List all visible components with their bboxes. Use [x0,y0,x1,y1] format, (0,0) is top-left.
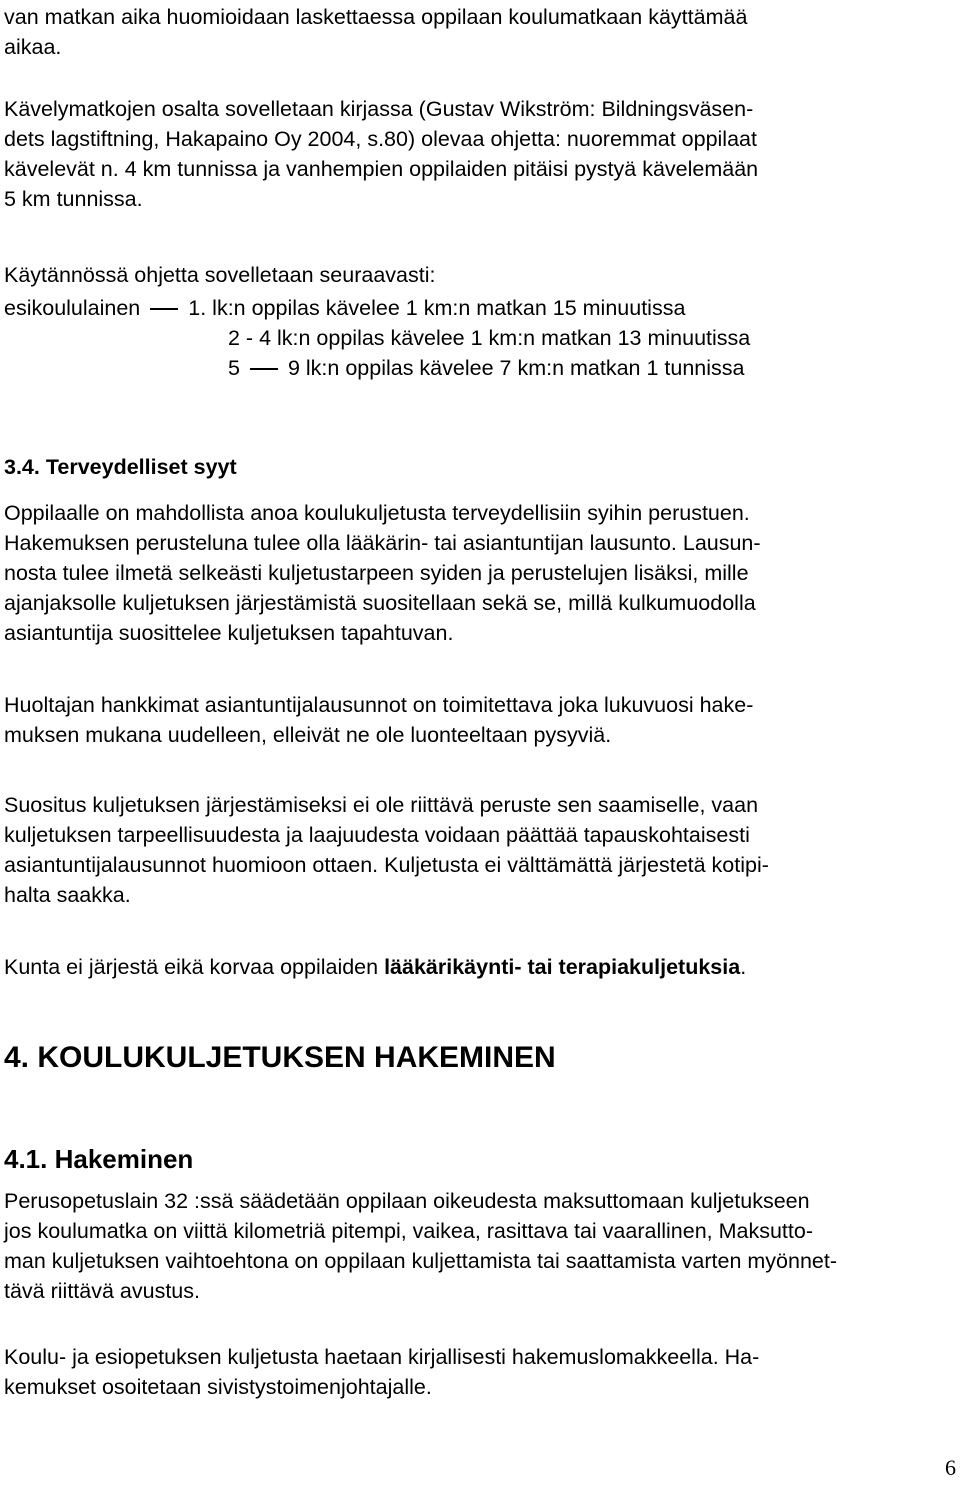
paragraph-no-medical-transport [4,952,954,982]
paragraph-health-reasons [4,498,954,648]
text-span: . [740,955,747,979]
list-text: 1. lk:n oppilas kävelee 1 km:n matkan 15 minuutissa [188,296,686,320]
text-line: 5 km tunnissa. [4,187,143,211]
page-number: 6 [945,1455,956,1480]
dash [150,308,178,310]
text-line: nosta tulee ilmetä selkeästi kuljetustarpeen syiden ja perustelujen lisäksi, mille [4,561,749,585]
text-line: Koulu- ja esiopetuksen kuljetusta haetaan kirjallisesti hakemuslomakkeella. Ha- [4,1345,760,1369]
text-line: Kävelymatkojen osalta sovelletaan kirjassa (Gustav Wikström: Bildningsväsen- [4,97,754,121]
text-line: kuljetuksen tarpeellisuudesta ja laajuudesta voidaan päättää tapauskohtaisesti [4,823,750,847]
text-line: ajanjaksolle kuljetuksen järjestämistä suositellaan sekä se, millä kulkumuodolla [4,591,756,615]
text-line: jos koulumatka on viittä kilometriä pitempi, vaikea, rasittava tai vaarallinen, Maksutto- [4,1219,813,1243]
heading-text: 3.4. Terveydelliset syyt [4,455,237,479]
text-line: Oppilaalle on mahdollista anoa koulukuljetusta terveydellisiin syihin perustuen. [4,501,750,525]
paragraph-travel-time [4,2,954,62]
text-line: Suositus kuljetuksen järjestämiseksi ei ole riittävä peruste sen saamiselle, vaan [4,793,759,817]
dash [250,368,278,370]
list-text: 2 - 4 lk:n oppilas kävelee 1 km:n matkan 13 minuutissa [228,326,751,350]
list-label: esikoululainen [4,296,141,320]
paragraph-walking-distances [4,94,954,214]
paragraph-practice [4,260,954,290]
section-heading-4 [4,1040,954,1076]
text-line: halta saakka. [4,883,131,907]
list-text: 5 [228,356,240,380]
list-item [4,293,954,323]
text-line: muksen mukana uudelleen, elleivät ne ole luonteeltaan pysyviä. [4,723,612,747]
heading-text: 4.1. Hakeminen [4,1144,194,1174]
text-line: kemukset osoitetaan sivistystoimenjohtajalle. [4,1375,432,1399]
text-line: kävelevät n. 4 km tunnissa ja vanhempien oppilaiden pitäisi pystyä kävelemään [4,157,759,181]
text-line: aikaa. [4,35,62,59]
text-line: Perusopetuslain 32 :ssä säädetään oppilaan oikeudesta maksuttomaan kuljetukseen [4,1189,810,1213]
paragraph-application-form [4,1342,954,1402]
text-line: asiantuntijalausunnot huomioon ottaen. Kuljetusta ei välttämättä järjestetä kotipi- [4,853,769,877]
paragraph-guardian-statements [4,690,954,750]
paragraph-recommendation [4,790,954,910]
walking-speed-list [4,293,954,383]
text-line: asiantuntija suosittelee kuljetuksen tapahtuvan. [4,621,454,645]
list-item [4,323,954,353]
section-heading-3-4 [4,452,954,482]
list-text: 9 lk:n oppilas kävelee 7 km:n matkan 1 tunnissa [287,356,745,380]
text-span: Kunta ei järjestä eikä korvaa oppilaiden [4,955,385,979]
heading-text: 4. KOULUKULJETUKSEN HAKEMINEN [4,1041,556,1074]
text-line: van matkan aika huomioidaan laskettaessa oppilaan koulumatkaan käyttämää [4,5,748,29]
section-heading-4-1 [4,1143,954,1175]
paragraph-application-law [4,1186,954,1306]
text-line: man kuljetuksen vaihtoehtona on oppilaan kuljettamista tai saattamista varten myönnet- [4,1249,837,1273]
text-line: dets lagstiftning, Hakapaino Oy 2004, s.80) olevaa ohjetta: nuoremmat oppilaat [4,127,757,151]
bold-text: lääkärikäynti- tai terapiakuljetuksia [384,955,741,979]
text-line: Hakemuksen perusteluna tulee olla lääkärin- tai asiantuntijan lausunto. Lausun- [4,531,761,555]
list-item [4,353,954,383]
text-line: tävä riittävä avustus. [4,1279,200,1303]
text-line: Huoltajan hankkimat asiantuntijalausunnot on toimitettava joka lukuvuosi hake- [4,693,754,717]
text-line: Käytännössä ohjetta sovelletaan seuraavasti: [4,263,436,287]
text-line [4,952,954,982]
